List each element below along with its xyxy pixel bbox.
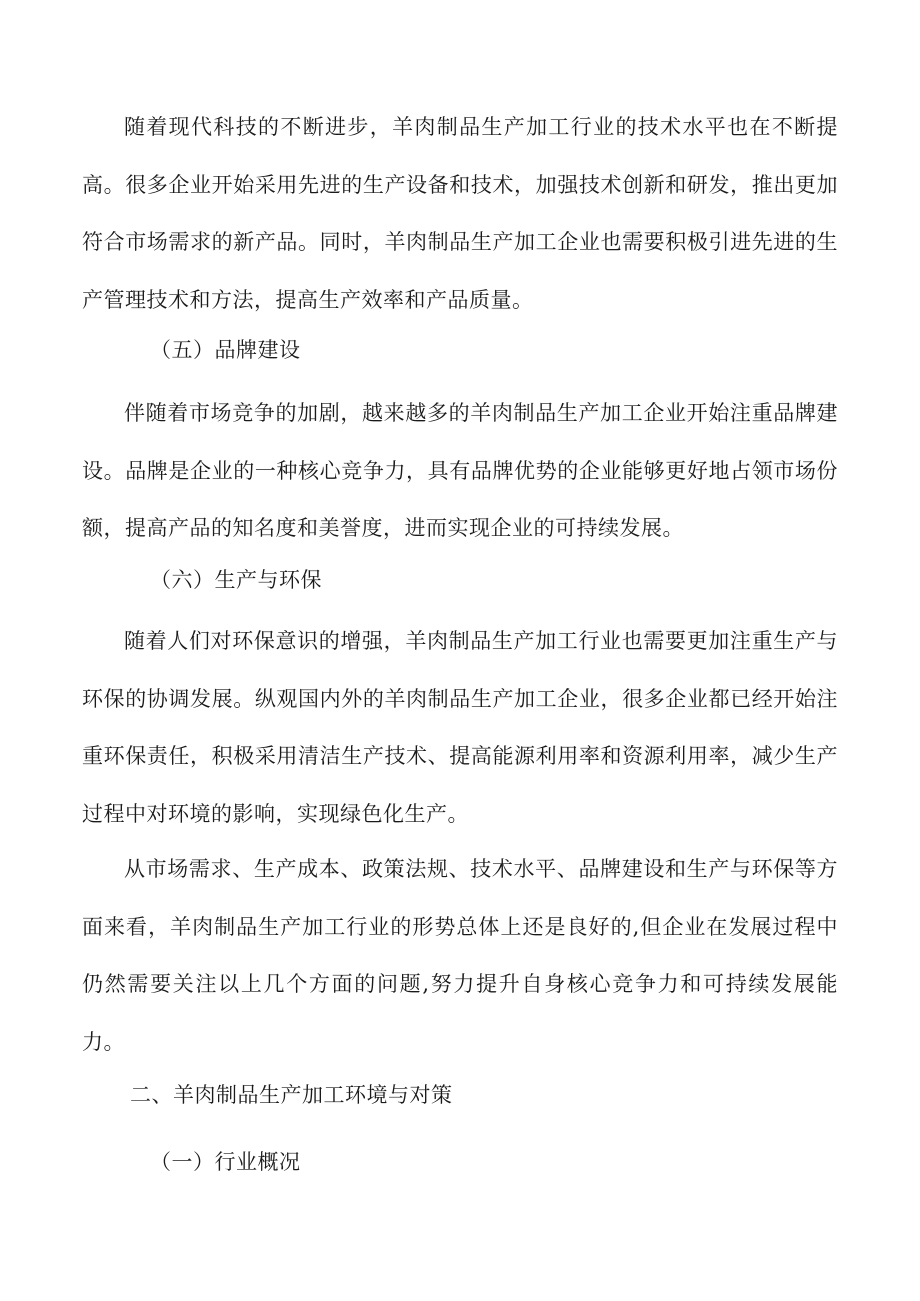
heading-production-environment: （六）生产与环保: [150, 568, 322, 592]
paragraph-brand-building: 伴随着市场竞争的加剧，越来越多的羊肉制品生产加工企业开始注重品牌建设。品牌是企业的一种核心竞争力，具有品牌优势的企业能够更好地占领市场份额，提高产品的知名度和美誉度，进而实现企业的可持续发展。: [82, 401, 838, 540]
section-heading: 二、羊肉制品生产加工环境与对策: [130, 1083, 453, 1107]
heading-brand-building: （五）品牌建设: [150, 338, 301, 362]
paragraph-technology: 随着现代科技的不断进步，羊肉制品生产加工行业的技术水平也在不断提高。很多企业开始采用先进的生产设备和技术，加强技术创新和研发，推出更加符合市场需求的新产品。同时，羊肉制品生产加工企业也需要积极引进先进的生产管理技术和方法，提高生产效率和产品质量。: [82, 115, 838, 312]
subsection-heading-industry-overview: （一）行业概况: [150, 1150, 301, 1174]
paragraph-summary: 从市场需求、生产成本、政策法规、技术水平、品牌建设和生产与环保等方面来看，羊肉制品生产加工行业的形势总体上还是良好的,但企业在发展过程中仍然需要关注以上几个方面的问题,努力提升自身核心竞争力和可持续发展能力。: [82, 857, 838, 1054]
paragraph-production-environment: 随着人们对环保意识的增强，羊肉制品生产加工行业也需要更加注重生产与环保的协调发展。纵观国内外的羊肉制品生产加工企业，很多企业都已经开始注重环保责任，积极采用清洁生产技术、提高能源利用率和资源利用率，减少生产过程中对环境的影响，实现绿色化生产。: [82, 629, 838, 826]
